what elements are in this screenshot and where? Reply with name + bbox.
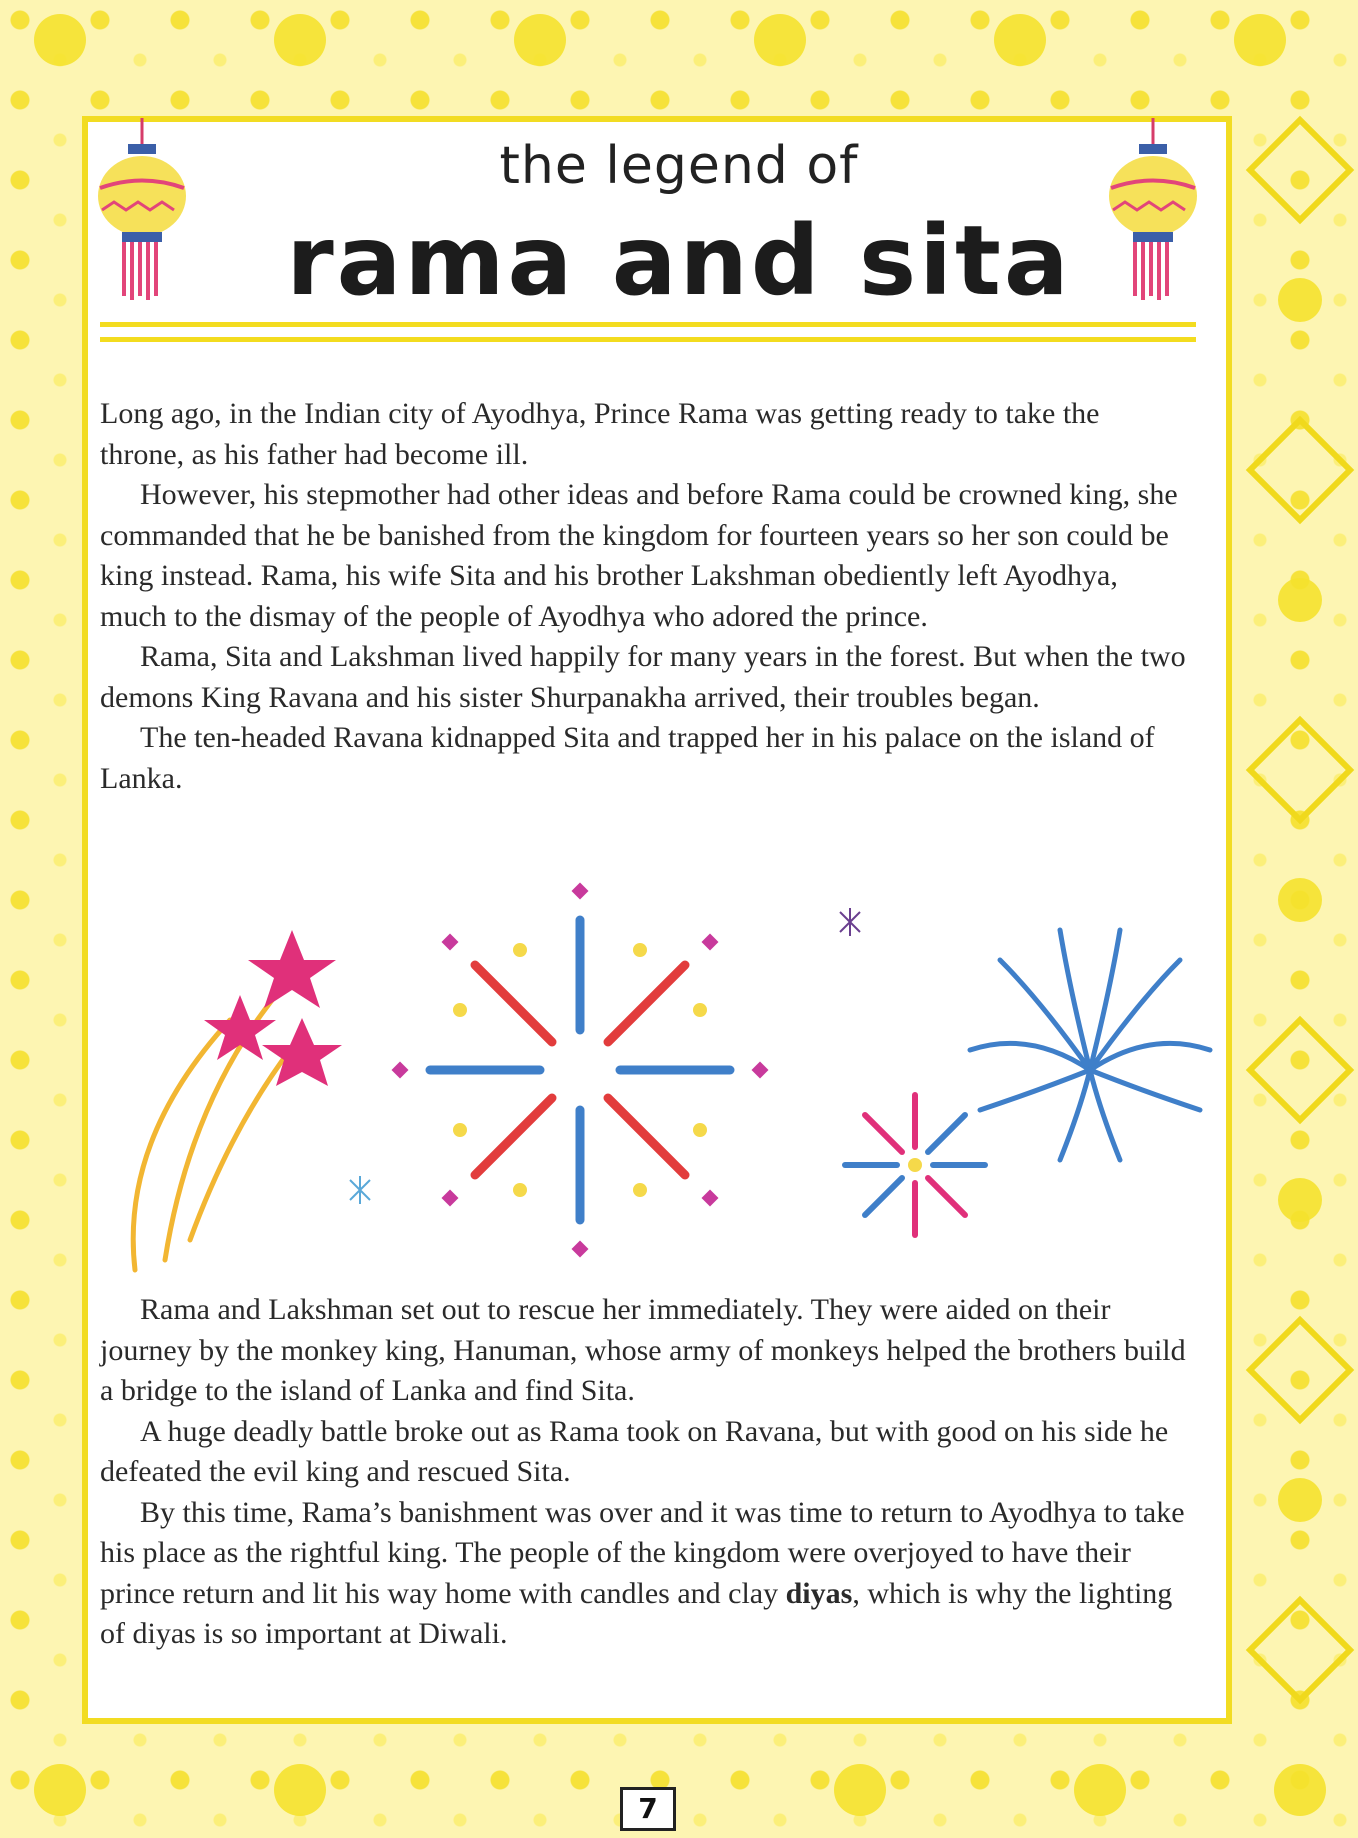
paragraph: A huge deadly battle broke out as Rama took on Ravana, but with good on his side he defeated the evil king and rescued Sita. [100,1414,1169,1488]
paragraph [100,1493,1186,1655]
page-number: 7 [620,1787,676,1831]
paragraph-text: , which is why the lighting of diyas is so important at Diwali. [100,1576,1173,1650]
page-title: rama and sita [286,205,1072,317]
paragraph: Rama and Lakshman set out to rescue her immediately. They were aided on their journey by the monkey king, Hanuman, whose army of monkeys helped the brothers build a bridge to the island of Lanka and find Sita. [100,1293,1186,1407]
title-subheading: the legend of [499,136,859,196]
glossary-term: diyas [785,1576,853,1610]
paragraph: The ten-headed Ravana kidnapped Sita and trapped her in his palace on the island of Lanka. [100,721,1155,795]
paragraph-text: By this time, Rama’s banishment was over and it was time to return to Ayodhya to take his place as the rightful king. The people of the kingdom were overjoyed to have their prince return and lit his way home with candles and clay [100,1495,1185,1610]
paragraph: Long ago, in the Indian city of Ayodhya, Prince Rama was getting ready to take the throne, as his father had become ill. [100,397,1100,471]
fireworks-illustration [80,880,1240,1280]
title-divider [100,337,1196,342]
star-icon [248,930,336,1008]
story-text-bottom [100,1290,1186,1655]
paragraph: However, his stepmother had other ideas and before Rama could be crowned king, she commanded that he be banished from the kingdom for fourteen years so her son could be king instead. Rama, his wife Sita and his brother Lakshman obediently left Ayodhya, much to the dismay of the people of Ayodhya who adored the prince. [100,478,1178,633]
title-divider [100,322,1196,327]
paragraph: Rama, Sita and Lakshman lived happily for many years in the forest. But when the two demons King Ravana and his sister Shurpanakha arrived, their troubles began. [100,640,1186,714]
story-text-top [100,394,1186,799]
